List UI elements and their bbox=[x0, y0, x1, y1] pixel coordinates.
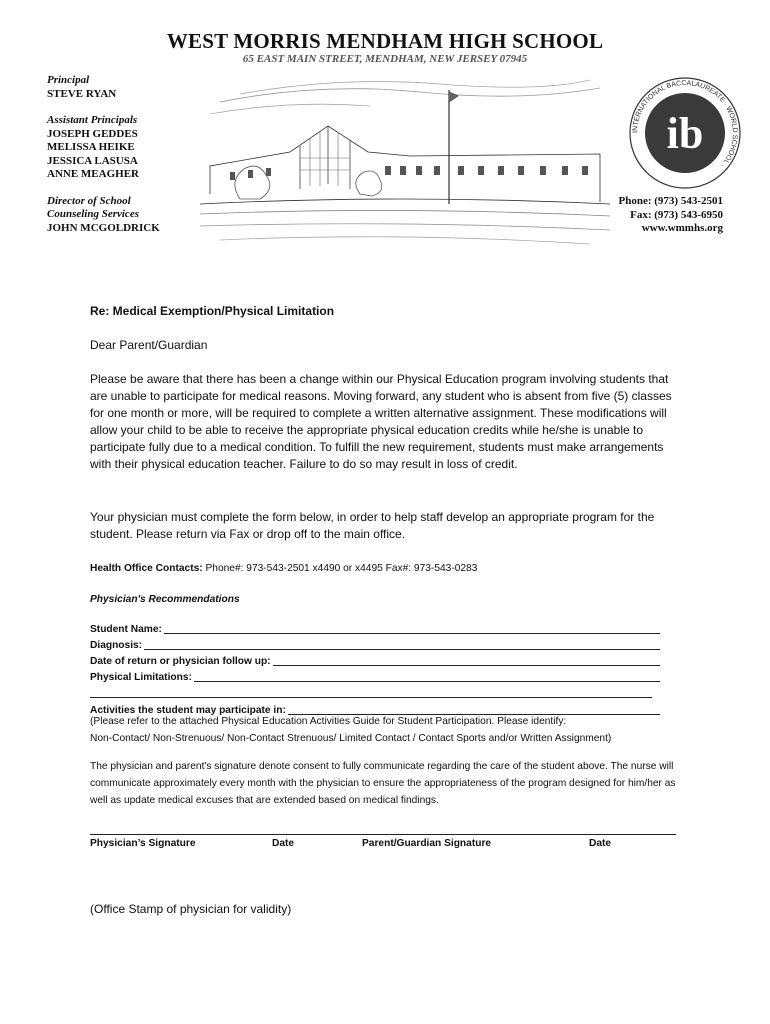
health-office-label: Health Office Contacts: bbox=[90, 563, 203, 574]
diagnosis-label: Diagnosis: bbox=[90, 640, 143, 651]
fax-number: Fax: (973) 543-6950 bbox=[630, 208, 723, 221]
physicians-recommendations-title: Physician's Recommendations bbox=[90, 594, 240, 605]
assistant-principal-name: ANNE MEAGHER bbox=[47, 168, 139, 180]
health-office-contacts bbox=[90, 561, 690, 577]
letter-subject: Re: Medical Exemption/Physical Limitation bbox=[90, 304, 335, 318]
assistant-principal-name: JESSICA LASUSA bbox=[47, 154, 138, 167]
letter-paragraph-1: Please be aware that there has been a change within our Physical Education program involving students that are unable to participate for medical reasons. Moving forward, any student who is absent from five (5) classes for one month or more, will be required to complete a written alternative assignment. These modifications will allow your child to be able to receive the appropriate physical education credits while he/she is unable to participate fully due to a medical condition. To fulfill the new requirement, students must make arrangements with their physical education teacher. Failure to do so may result in loss of credit. bbox=[90, 372, 672, 471]
physical-limitations-line[interactable] bbox=[194, 670, 660, 682]
signature-line[interactable] bbox=[90, 834, 676, 835]
contact-block bbox=[619, 195, 724, 236]
staff-directory bbox=[47, 74, 160, 235]
director-name: JOHN MCGOLDRICK bbox=[47, 221, 160, 234]
physician-form bbox=[90, 622, 660, 719]
school-name: WEST MORRIS MENDHAM HIGH SCHOOL bbox=[166, 29, 604, 53]
letter-paragraph-2: Your physician must complete the form below, in order to help staff develop an appropriate program for the student. Please return via Fax or drop off to the main office. bbox=[90, 510, 655, 541]
diagnosis-field[interactable] bbox=[90, 638, 660, 654]
student-name-field[interactable] bbox=[90, 622, 660, 638]
student-name-label: Student Name: bbox=[90, 624, 162, 635]
website-link[interactable]: www.wmmhs.org bbox=[641, 222, 723, 234]
ib-world-school-logo bbox=[626, 74, 744, 192]
activities-label: Activities the student may participate in: bbox=[90, 705, 286, 716]
physician-date-label: Date bbox=[272, 838, 295, 849]
date-of-return-field[interactable] bbox=[90, 654, 660, 670]
office-stamp-note: (Office Stamp of physician for validity) bbox=[90, 902, 292, 916]
director-role: Director of School bbox=[47, 194, 131, 207]
ib-logo-text: ib bbox=[666, 109, 704, 158]
date-of-return-line[interactable] bbox=[273, 654, 660, 666]
assistant-principal-name: JOSEPH GEDDES bbox=[47, 127, 138, 140]
physical-limitations-field[interactable] bbox=[90, 670, 660, 686]
school-address: 65 EAST MAIN STREET, MENDHAM, NEW JERSEY 07945 bbox=[242, 53, 528, 65]
activities-guide-note-line2: Non-Contact/ Non-Strenuous/ Non-Contact Strenuous/ Limited Contact / Contact Sports and/or Written Assignment) bbox=[90, 733, 612, 744]
physical-limitations-extra-line[interactable] bbox=[90, 686, 652, 698]
school-building-illustration bbox=[200, 74, 610, 252]
physical-limitations-label: Physical Limitations: bbox=[90, 672, 192, 683]
date-of-return-label: Date of return or physician follow up: bbox=[90, 656, 271, 667]
activities-guide-note bbox=[90, 713, 690, 747]
diagnosis-line[interactable] bbox=[144, 638, 660, 650]
student-name-line[interactable] bbox=[164, 622, 660, 634]
ib-ring-text: INTERNATIONAL BACCALAUREATE · WORLD SCHOOL · bbox=[631, 79, 739, 169]
parent-date-label: Date bbox=[589, 838, 612, 849]
physician-signature-label: Physician’s Signature bbox=[90, 838, 196, 849]
principal-name: STEVE RYAN bbox=[47, 87, 117, 100]
assistant-principals-role: Assistant Principals bbox=[47, 114, 138, 126]
consent-paragraph: The physician and parent's signature denote consent to fully communicate regarding the care of the student above. The nurse will communicate approximately every month with the physician to ensure the appropriateness of the program designed for him/her as well as update medical excuses that are extended based on medical findings. bbox=[90, 761, 676, 806]
director-role-line2: Counseling Services bbox=[47, 208, 139, 220]
parent-signature-label: Parent/Guardian Signature bbox=[362, 838, 492, 849]
principal-role: Principal bbox=[47, 74, 90, 86]
phone-number: Phone: (973) 543-2501 bbox=[618, 195, 723, 207]
activities-guide-note-line1: (Please refer to the attached Physical Education Activities Guide for Student Participation. Please identify: bbox=[90, 716, 567, 727]
letter-greeting: Dear Parent/Guardian bbox=[90, 338, 208, 352]
assistant-principal-name: MELISSA HEIKE bbox=[47, 141, 135, 153]
health-office-value: Phone#: 973-543-2501 x4490 or x4495 Fax#: 973-543-0283 bbox=[205, 563, 478, 574]
